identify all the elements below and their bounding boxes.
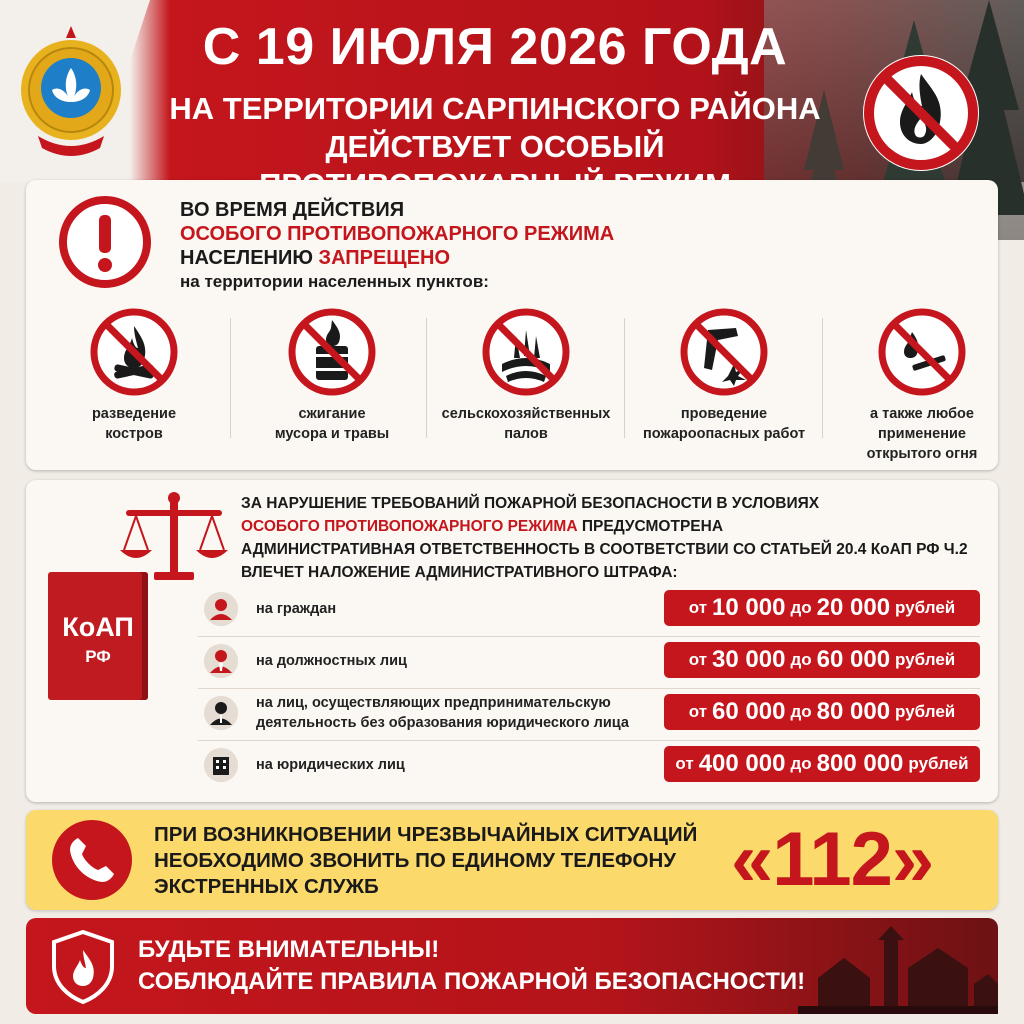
prohibition-list — [26, 306, 998, 466]
restrictions-line-1: ВО ВРЕМЯ ДЕЙСТВИЯ — [180, 199, 405, 221]
village-silhouette — [798, 918, 998, 1014]
prohibition-item-trash-burning — [234, 306, 430, 466]
fine-amount: от 400 000 до 800 000 рублей — [664, 746, 980, 782]
scales-of-justice-icon — [118, 490, 230, 582]
penalties-heading: ЗА НАРУШЕНИЕ ТРЕБОВАНИЙ ПОЖАРНОЙ БЕЗОПАСНОСТИ В УСЛОВИЯХ ОСОБОГО ПРОТИВОПОЖАРНОГО РЕЖИМА ПРЕДУСМОТРЕНА АДМИНИСТРАТИВНАЯ ОТВЕТСТВЕННОСТЬ В СООТВЕТСТВИИ СО СТАТЬЕЙ 20.4 КоАП РФ Ч.2 ВЛЕЧЕТ НАЛОЖЕНИЕ АДМИНИСТРАТИВНОГО ШТРАФА: — [241, 495, 968, 581]
fire-shield-icon — [48, 928, 118, 1006]
prohibition-item-open-fire — [824, 306, 1020, 466]
fine-row-citizens — [198, 586, 980, 636]
header-subtitle-1: НА ТЕРРИТОРИИ САРПИНСКОГО РАЙОНА — [169, 91, 821, 126]
prohibition-item-welding — [626, 306, 822, 466]
emergency-number: «112» — [731, 817, 934, 902]
koap-book-icon — [48, 572, 158, 700]
emergency-text: ПРИ ВОЗНИКНОВЕНИИ ЧРЕЗВЫЧАЙНЫХ СИТУАЦИЙ НЕОБХОДИМО ЗВОНИТЬ ПО ЕДИНОМУ ТЕЛЕФОНУ ЭКСТРЕННЫХ СЛУЖБ — [154, 823, 698, 898]
fine-amount: от 30 000 до 60 000 рублей — [664, 642, 980, 678]
divider — [426, 318, 427, 438]
header-subtitle-2: ДЕЙСТВУЕТ ОСОБЫЙ — [325, 129, 665, 164]
restrictions-line-3: НАСЕЛЕНИЮ ЗАПРЕЩЕНО — [180, 247, 451, 269]
fine-amount: от 60 000 до 80 000 рублей — [664, 694, 980, 730]
fine-subject: на лиц, осуществляющих предпринимательскую деятельность без образования юридического лица — [256, 695, 629, 731]
prohibition-label: сжигание мусора и травы — [274, 406, 390, 442]
fine-amount: от 10 000 до 20 000 рублей — [664, 590, 980, 626]
divider — [198, 740, 980, 741]
citizen-icon — [204, 592, 238, 626]
no-welding-icon — [678, 306, 770, 398]
restrictions-line-2: ОСОБОГО ПРОТИВОПОЖАРНОГО РЕЖИМА — [180, 223, 615, 245]
fine-subject: на граждан — [256, 601, 337, 617]
fine-subject: на юридических лиц — [256, 757, 405, 773]
fine-row-officials — [198, 638, 980, 688]
no-field-burning-icon — [480, 306, 572, 398]
prohibition-item-field-burning — [428, 306, 624, 466]
district-emblem-icon — [14, 16, 128, 166]
emergency-banner — [26, 810, 998, 910]
prohibition-label: разведение костров — [91, 406, 177, 442]
no-trash-burning-icon — [286, 306, 378, 398]
fine-row-legal-entities — [198, 742, 980, 792]
book-subtitle: РФ — [85, 647, 111, 666]
fine-subject: на должностных лиц — [256, 653, 407, 669]
divider — [198, 636, 980, 637]
footer-banner — [26, 918, 998, 1014]
divider — [198, 688, 980, 689]
header-title: С 19 ИЮЛЯ 2026 ГОДА — [202, 18, 788, 76]
restrictions-line-4: на территории населенных пунктов: — [180, 272, 489, 291]
divider — [624, 318, 625, 438]
divider — [822, 318, 823, 438]
footer-text: БУДЬТЕ ВНИМАТЕЛЬНЫ! СОБЛЮДАЙТЕ ПРАВИЛА ПОЖАРНОЙ БЕЗОПАСНОСТИ! — [138, 936, 806, 995]
header-title-block — [150, 18, 840, 204]
divider — [230, 318, 231, 438]
phone-icon — [50, 818, 134, 902]
prohibition-label: сельскохозяйственных палов — [441, 406, 611, 442]
header-banner — [0, 0, 1024, 182]
official-icon — [204, 644, 238, 678]
no-open-fire-icon — [876, 306, 968, 398]
penalties-card — [26, 480, 998, 802]
entrepreneur-icon — [204, 696, 238, 730]
exclamation-warning-icon — [58, 195, 152, 289]
fine-row-entrepreneurs — [198, 690, 980, 740]
prohibition-label: а также любое применение открытого огня — [866, 406, 978, 462]
no-fire-sign-icon — [860, 52, 982, 174]
prohibition-label: проведение пожароопасных работ — [642, 406, 806, 442]
restrictions-card — [26, 180, 998, 470]
restrictions-heading — [180, 198, 614, 294]
book-title: КоАП — [62, 612, 134, 642]
building-icon — [204, 748, 238, 782]
no-campfire-icon — [88, 306, 180, 398]
prohibition-item-campfire — [36, 306, 232, 466]
